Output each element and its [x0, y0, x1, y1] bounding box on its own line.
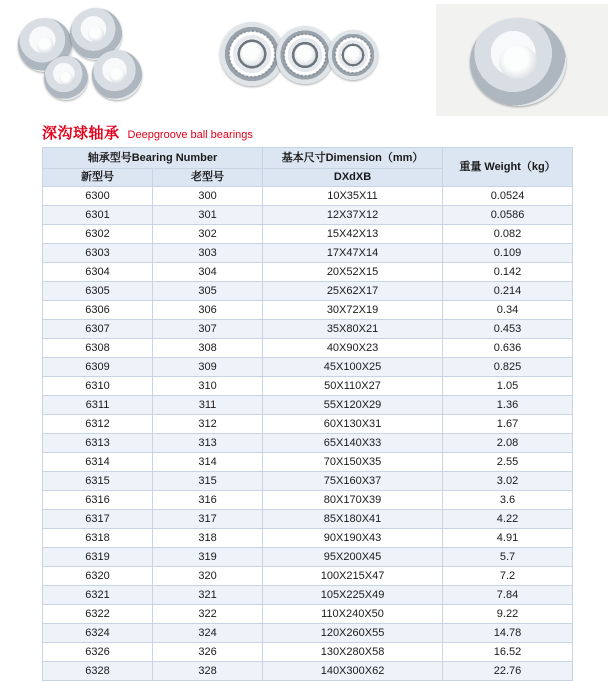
cell-old-type: 322	[153, 605, 263, 624]
cell-weight: 0.636	[443, 339, 573, 358]
cell-old-type: 326	[153, 643, 263, 662]
table-row	[43, 434, 573, 453]
table-row	[43, 301, 573, 320]
cell-new-type: 6322	[43, 605, 153, 624]
header-bearing-number: 轴承型号Bearing Number	[43, 148, 263, 169]
cell-old-type: 316	[153, 491, 263, 510]
cell-weight: 16.52	[443, 643, 573, 662]
cell-old-type: 308	[153, 339, 263, 358]
table-row	[43, 263, 573, 282]
cell-old-type: 328	[153, 662, 263, 681]
bearing-icon	[276, 26, 334, 84]
product-photo-strip	[0, 0, 614, 116]
cell-new-type: 6315	[43, 472, 153, 491]
table-row	[43, 453, 573, 472]
cell-dimension: 65X140X33	[263, 434, 443, 453]
header-dimension: 基本尺寸Dimension（mm）	[263, 148, 443, 169]
cell-old-type: 306	[153, 301, 263, 320]
cell-weight: 4.91	[443, 529, 573, 548]
cell-dimension: 45X100X25	[263, 358, 443, 377]
cell-old-type: 307	[153, 320, 263, 339]
cell-new-type: 6316	[43, 491, 153, 510]
cell-weight: 3.02	[443, 472, 573, 491]
table-row	[43, 225, 573, 244]
cell-old-type: 314	[153, 453, 263, 472]
table-row	[43, 396, 573, 415]
cell-dimension: 60X130X31	[263, 415, 443, 434]
cell-dimension: 70X150X35	[263, 453, 443, 472]
cell-dimension: 40X90X23	[263, 339, 443, 358]
cell-new-type: 6328	[43, 662, 153, 681]
cell-new-type: 6311	[43, 396, 153, 415]
bearing-spec-table	[42, 147, 573, 681]
cell-new-type: 6326	[43, 643, 153, 662]
section-title-cn: 深沟球轴承	[42, 125, 120, 142]
bearing-icon	[470, 18, 566, 106]
cell-new-type: 6313	[43, 434, 153, 453]
cell-dimension: 140X300X62	[263, 662, 443, 681]
bearing-icon	[92, 50, 142, 100]
cell-old-type: 301	[153, 206, 263, 225]
cell-dimension: 25X62X17	[263, 282, 443, 301]
cell-new-type: 6302	[43, 225, 153, 244]
cell-old-type: 318	[153, 529, 263, 548]
cell-old-type: 303	[153, 244, 263, 263]
cell-new-type: 6307	[43, 320, 153, 339]
cell-old-type: 321	[153, 586, 263, 605]
cell-old-type: 300	[153, 187, 263, 206]
cell-dimension: 12X37X12	[263, 206, 443, 225]
cell-old-type: 309	[153, 358, 263, 377]
bearing-photo-group-left	[6, 4, 178, 116]
table-row	[43, 320, 573, 339]
cell-new-type: 6320	[43, 567, 153, 586]
cell-weight: 1.36	[443, 396, 573, 415]
cell-dimension: 30X72X19	[263, 301, 443, 320]
table-row	[43, 548, 573, 567]
table-row	[43, 662, 573, 681]
cell-new-type: 6312	[43, 415, 153, 434]
bearing-icon	[220, 22, 284, 86]
cell-dimension: 90X190X43	[263, 529, 443, 548]
cell-new-type: 6310	[43, 377, 153, 396]
cell-new-type: 6308	[43, 339, 153, 358]
cell-new-type: 6304	[43, 263, 153, 282]
spec-table-wrapper	[0, 147, 614, 681]
header-new-type: 新型号	[43, 169, 153, 187]
cell-weight: 1.67	[443, 415, 573, 434]
cell-new-type: 6300	[43, 187, 153, 206]
table-row	[43, 244, 573, 263]
cell-new-type: 6319	[43, 548, 153, 567]
cell-dimension: 50X110X27	[263, 377, 443, 396]
table-row	[43, 624, 573, 643]
bearing-photo-single-right	[436, 4, 608, 116]
cell-old-type: 302	[153, 225, 263, 244]
cell-weight: 5.7	[443, 548, 573, 567]
cell-new-type: 6314	[43, 453, 153, 472]
table-row	[43, 529, 573, 548]
cell-weight: 3.6	[443, 491, 573, 510]
cell-weight: 2.08	[443, 434, 573, 453]
cell-dimension: 130X280X58	[263, 643, 443, 662]
section-title-en: Deepgroove ball bearings	[127, 129, 253, 141]
table-row	[43, 567, 573, 586]
cell-dimension: 15X42X13	[263, 225, 443, 244]
bearing-photo-row-middle	[214, 4, 400, 112]
table-row	[43, 643, 573, 662]
cell-dimension: 110X240X50	[263, 605, 443, 624]
cell-weight: 22.76	[443, 662, 573, 681]
table-row	[43, 510, 573, 529]
cell-dimension: 55X120X29	[263, 396, 443, 415]
table-row	[43, 586, 573, 605]
cell-old-type: 324	[153, 624, 263, 643]
cell-weight: 1.05	[443, 377, 573, 396]
cell-weight: 0.082	[443, 225, 573, 244]
cell-dimension: 80X170X39	[263, 491, 443, 510]
table-row	[43, 491, 573, 510]
cell-new-type: 6303	[43, 244, 153, 263]
table-row	[43, 206, 573, 225]
cell-weight: 0.825	[443, 358, 573, 377]
cell-new-type: 6306	[43, 301, 153, 320]
cell-old-type: 320	[153, 567, 263, 586]
header-old-type: 老型号	[153, 169, 263, 187]
cell-new-type: 6318	[43, 529, 153, 548]
table-row	[43, 377, 573, 396]
cell-old-type: 313	[153, 434, 263, 453]
cell-weight: 0.109	[443, 244, 573, 263]
cell-old-type: 317	[153, 510, 263, 529]
cell-dimension: 85X180X41	[263, 510, 443, 529]
cell-weight: 0.0586	[443, 206, 573, 225]
table-header	[43, 148, 573, 187]
table-row	[43, 358, 573, 377]
cell-weight: 0.453	[443, 320, 573, 339]
cell-old-type: 304	[153, 263, 263, 282]
cell-old-type: 305	[153, 282, 263, 301]
cell-new-type: 6309	[43, 358, 153, 377]
cell-dimension: 75X160X37	[263, 472, 443, 491]
table-row	[43, 187, 573, 206]
cell-dimension: 105X225X49	[263, 586, 443, 605]
cell-dimension: 100X215X47	[263, 567, 443, 586]
table-row	[43, 415, 573, 434]
cell-dimension: 120X260X55	[263, 624, 443, 643]
table-row	[43, 339, 573, 358]
cell-weight: 9.22	[443, 605, 573, 624]
header-weight: 重量 Weight（kg）	[443, 148, 573, 187]
bearing-icon	[44, 56, 88, 100]
section-title	[0, 116, 614, 147]
cell-weight: 0.34	[443, 301, 573, 320]
cell-old-type: 311	[153, 396, 263, 415]
cell-weight: 0.214	[443, 282, 573, 301]
cell-new-type: 6301	[43, 206, 153, 225]
cell-old-type: 310	[153, 377, 263, 396]
cell-new-type: 6317	[43, 510, 153, 529]
table-row	[43, 605, 573, 624]
cell-dimension: 95X200X45	[263, 548, 443, 567]
cell-weight: 2.55	[443, 453, 573, 472]
cell-new-type: 6305	[43, 282, 153, 301]
cell-weight: 7.2	[443, 567, 573, 586]
cell-dimension: 20X52X15	[263, 263, 443, 282]
table-body	[43, 187, 573, 681]
cell-old-type: 315	[153, 472, 263, 491]
cell-weight: 7.84	[443, 586, 573, 605]
cell-weight: 0.0524	[443, 187, 573, 206]
bearing-icon	[328, 30, 378, 80]
cell-new-type: 6321	[43, 586, 153, 605]
cell-dimension: 10X35X11	[263, 187, 443, 206]
table-row	[43, 282, 573, 301]
table-row	[43, 472, 573, 491]
table-header-row-1	[43, 148, 573, 169]
cell-weight: 14.78	[443, 624, 573, 643]
header-dimension-sub: DXdXB	[263, 169, 443, 187]
cell-weight: 4.22	[443, 510, 573, 529]
cell-weight: 0.142	[443, 263, 573, 282]
cell-dimension: 17X47X14	[263, 244, 443, 263]
cell-old-type: 312	[153, 415, 263, 434]
cell-new-type: 6324	[43, 624, 153, 643]
cell-dimension: 35X80X21	[263, 320, 443, 339]
cell-old-type: 319	[153, 548, 263, 567]
